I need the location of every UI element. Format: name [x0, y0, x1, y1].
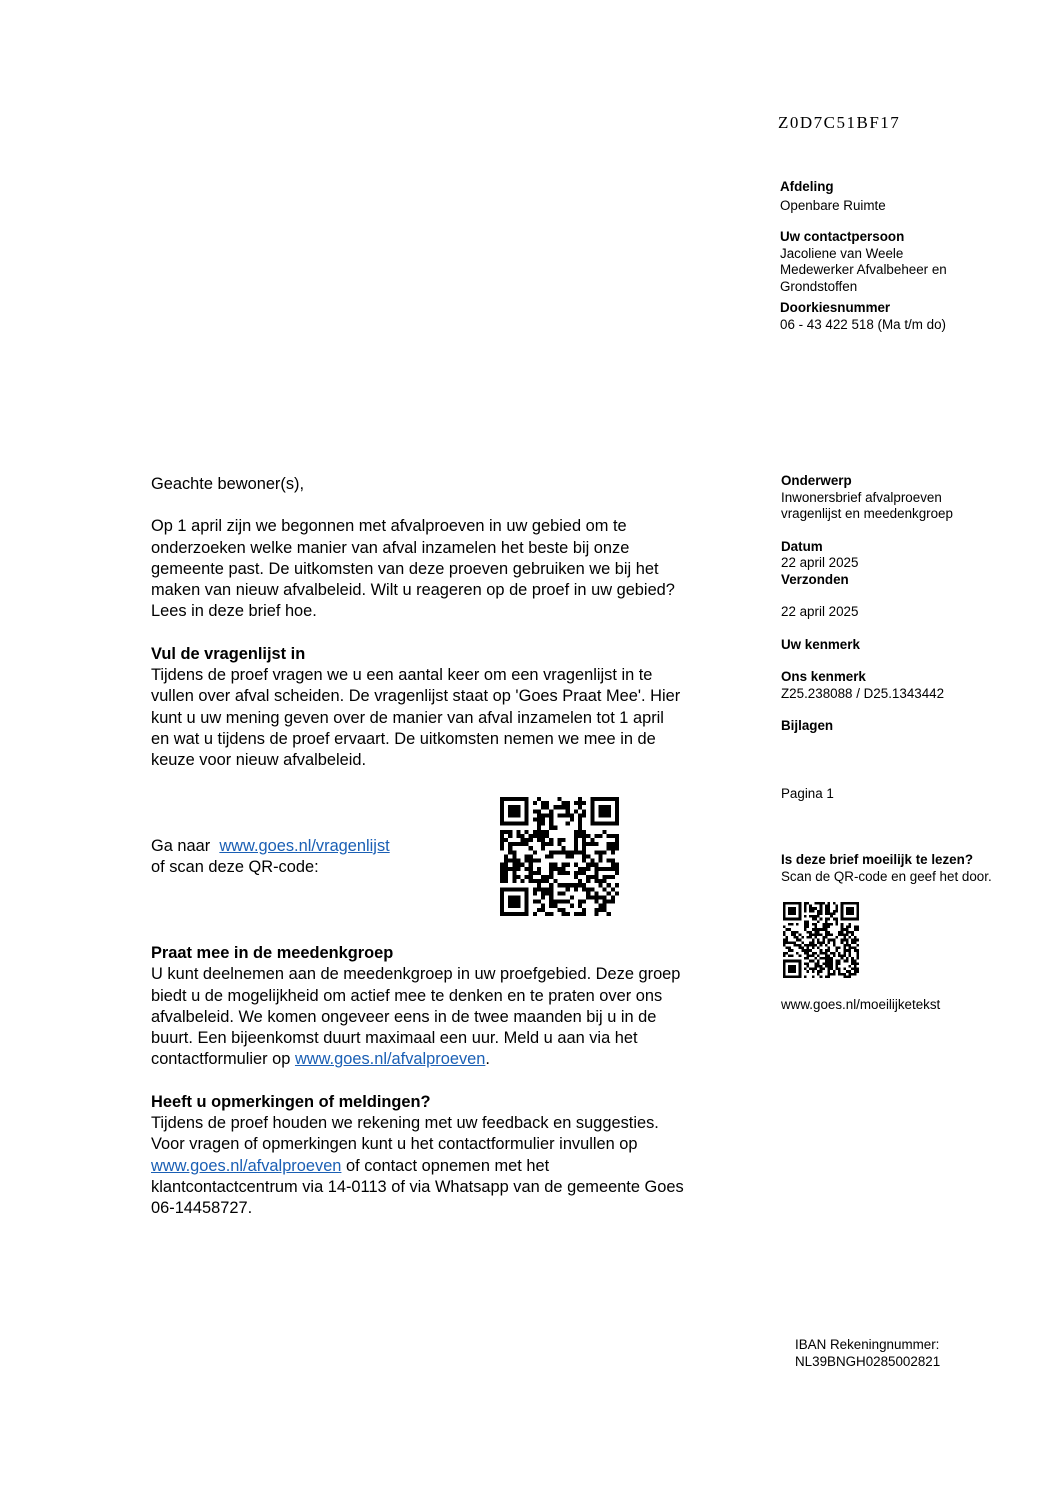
phone-value: 06 - 43 422 518 (Ma t/m do) — [780, 316, 946, 332]
section2-line: buurt. Een bijeenkomst duurt maximaal een uur. Meld u aan via het — [151, 1029, 638, 1048]
readability-text: Scan de QR-code en geef het door. — [781, 868, 992, 884]
intro-paragraph — [151, 516, 751, 622]
intro-line: Op 1 april zijn we begonnen met afvalproeven in uw gebied om te — [151, 517, 627, 536]
section3-line: 06-14458727. — [151, 1199, 253, 1218]
salutation: Geachte bewoner(s), — [151, 475, 305, 493]
intro-line: gemeente past. De uitkomsten van deze proeven gebruiken we bij het — [151, 559, 659, 578]
datum-label: Datum — [781, 538, 823, 554]
afdeling-value: Openbare Ruimte — [780, 197, 886, 213]
section2-last-prefix: contactformulier op — [151, 1050, 295, 1069]
contact-name: Jacoliene van Weele — [780, 245, 904, 261]
intro-line: onderzoeken welke manier van afval inzamelen het beste bij onze — [151, 538, 630, 557]
ons-kenmerk-label: Ons kenmerk — [781, 669, 866, 684]
document-reference: Z0D7C51BF17 — [778, 113, 901, 132]
afvalproeven-link[interactable]: www.goes.nl/afvalproeven — [294, 1050, 486, 1069]
verzonden-label: Verzonden — [781, 571, 849, 587]
section1-line: kunt u uw mening geven over de manier van afval inzamelen tot 1 april — [151, 708, 664, 727]
section1-line: keuze voor nieuw afvalbeleid. — [151, 751, 367, 770]
readability-qr-code[interactable] — [783, 902, 859, 978]
contact-role-line2: Grondstoffen — [780, 278, 858, 294]
datum-value: 22 april 2025 — [781, 555, 859, 570]
section1-line: Tijdens de proef vragen we u een aantal keer om een vragenlijst in te — [151, 666, 653, 685]
vragenlijst-link[interactable]: www.goes.nl/vragenlijst — [219, 837, 390, 855]
contact-role-line1: Medewerker Afvalbeheer en — [780, 262, 947, 277]
ons-kenmerk-value: Z25.238088 / D25.1343442 — [781, 685, 945, 701]
intro-line: Lees in deze brief hoe. — [151, 602, 317, 621]
section1-heading: Vul de vragenlijst in — [151, 644, 306, 663]
sidebar-contact — [780, 179, 947, 333]
uw-kenmerk-label: Uw kenmerk — [781, 636, 860, 652]
vragenlijst-block — [151, 836, 751, 879]
onderwerp-label: Onderwerp — [781, 473, 852, 488]
iban-label: IBAN Rekeningnummer: — [795, 1337, 940, 1352]
phone-label: Doorkiesnummer — [780, 300, 891, 315]
section2-last-suffix: . — [485, 1050, 490, 1069]
afvalproeven-link-2[interactable]: www.goes.nl/afvalproeven — [151, 1156, 342, 1175]
section3-heading: Heeft u opmerkingen of meldingen? — [151, 1092, 431, 1111]
verzonden-value: 22 april 2025 — [781, 604, 859, 619]
section3-line: Tijdens de proef houden we rekening met uw feedback en suggesties. — [151, 1114, 659, 1133]
contact-label: Uw contactpersoon — [780, 229, 905, 244]
section1-line: vullen over afval scheiden. De vragenlijst staat op 'Goes Praat Mee'. Hier — [151, 687, 681, 706]
onderwerp-line2: vragenlijst en meedenkgroep — [781, 506, 953, 521]
readability-url[interactable]: www.goes.nl/moeilijketekst — [781, 997, 941, 1012]
section3-line: Voor vragen of opmerkingen kunt u het contactformulier invullen op — [151, 1135, 638, 1154]
section2-line: biedt u de mogelijkheid om actief mee te denken en te praten over ons — [151, 986, 663, 1005]
section3-line: klantcontactcentrum via 14-0113 of via Whatsapp van de gemeente Goes — [151, 1177, 684, 1196]
onderwerp-line1: Inwonersbrief afvalproeven — [781, 489, 942, 505]
scan-text: of scan deze QR-code: — [151, 858, 319, 877]
vragenlijst-qr-code[interactable] — [500, 797, 619, 916]
section2-line: afvalbeleid. We komen ongeveer eens in de twee maanden bij u in de — [151, 1007, 657, 1026]
sidebar-meta — [781, 473, 1051, 735]
section1-line: en wat u tijdens de proef ervaart. De uitkomsten nemen we mee in de — [151, 729, 656, 748]
afdeling-label: Afdeling — [780, 179, 834, 194]
ga-naar-text: Ga naar — [151, 837, 211, 855]
iban-value: NL39BNGH0285002821 — [795, 1353, 941, 1369]
intro-line: maken van nieuw afvalbeleid. Wilt u reageren op de proef in uw gebied? — [151, 581, 675, 600]
bijlagen-label: Bijlagen — [781, 718, 834, 733]
readability-title: Is deze brief moeilijk te lezen? — [781, 852, 973, 867]
page-number: Pagina 1 — [781, 786, 834, 801]
iban-block — [795, 1337, 940, 1370]
section3-link-line — [151, 1156, 751, 1177]
section2-heading: Praat mee in de meedenkgroep — [151, 944, 394, 962]
ga-naar-line — [151, 836, 751, 857]
letter-body — [151, 474, 751, 772]
readability-block — [781, 852, 1051, 885]
section2 — [151, 943, 751, 1220]
section2-last-line — [151, 1049, 751, 1070]
section3-after-link: of contact opnemen met het — [341, 1156, 550, 1175]
section1-paragraph — [151, 665, 751, 771]
section2-line: U kunt deelnemen aan de meedenkgroep in uw proefgebied. Deze groep — [151, 965, 681, 984]
